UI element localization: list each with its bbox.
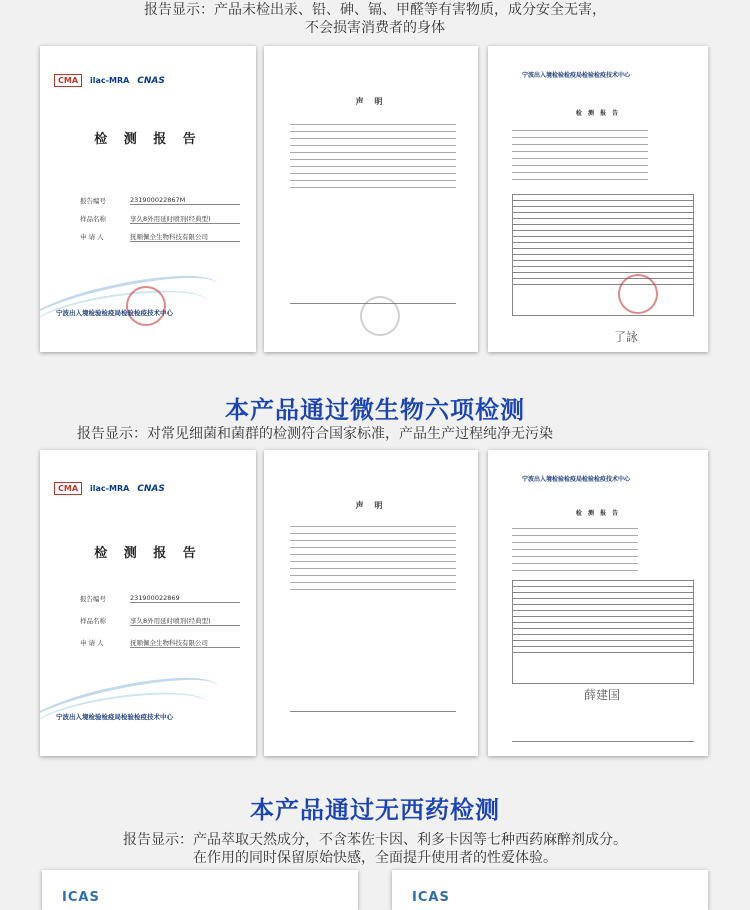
icas-logo: ICAS xyxy=(412,890,450,905)
section-note-nodrug-1: 报告显示：产品萃取天然成分，不含苯佐卡因、利多卡因等七种西药麻醉剂成分。 xyxy=(123,832,627,848)
signature: 薛建国 xyxy=(584,688,621,702)
intro-line-2: 不会损害消费者的身体 xyxy=(305,20,445,36)
red-seal xyxy=(618,274,658,314)
cma-logo: CMA xyxy=(54,482,82,495)
report-no-field: 报告编号 231900022869 xyxy=(80,594,240,603)
institute-name: 宁波出入境检验检疫局检验检疫技术中心 xyxy=(56,309,173,317)
report-cover-title: 检 测 报 告 xyxy=(94,132,202,147)
cnas-logo: CNAS xyxy=(137,75,165,86)
icas-logo: ICAS xyxy=(62,890,100,905)
report-no-field: 报告编号 231900022867M xyxy=(80,196,240,205)
statement-title: 声 明 xyxy=(355,97,387,106)
statement-title: 声 明 xyxy=(355,501,387,510)
report-cover-page-1 xyxy=(40,46,256,352)
sample-field: 样品名称 享久8外用延时喷剂(经典型) xyxy=(80,616,240,626)
footer-line xyxy=(512,736,694,747)
section-note-nodrug-2: 在作用的同时保留原始快感，全面提升使用者的性爱体验。 xyxy=(193,850,557,866)
report-cover-page-2 xyxy=(40,450,256,756)
statement-page-2 xyxy=(264,450,478,756)
institute-name: 宁波出入境检验检疫局检验检疫技术中心 xyxy=(56,713,173,721)
signature: 了詠 xyxy=(614,330,639,344)
statement-text xyxy=(290,520,456,596)
test-title: 检 测 报 告 xyxy=(575,510,621,517)
test-title: 检 测 报 告 xyxy=(575,110,621,117)
section-note-microbe: 报告显示：对常见细菌和菌群的检测符合国家标准，产品生产过程纯净无污染 xyxy=(77,426,553,442)
institute-name: 宁波出入境检验检疫局检验检疫技术中心 xyxy=(522,476,631,483)
statement-text xyxy=(290,118,456,194)
test-result-page-2 xyxy=(488,450,708,756)
report-cover-title: 检 测 报 告 xyxy=(94,546,202,561)
results-table xyxy=(512,194,694,316)
section-heading-microbe: 本产品通过微生物六项检测 xyxy=(225,396,525,424)
test-result-page-1 xyxy=(488,46,708,352)
results-table xyxy=(512,580,694,684)
cnas-logo: CNAS xyxy=(137,483,165,494)
red-seal xyxy=(126,286,166,326)
cma-logo: CMA xyxy=(54,74,82,87)
sample-field: 样品名称 享久8外用延时喷剂(经典型) xyxy=(80,214,240,224)
section-heading-nodrug: 本产品通过无西药检测 xyxy=(250,796,500,824)
test-info xyxy=(512,522,638,577)
watermark-seal xyxy=(360,296,400,336)
test-info xyxy=(512,124,648,186)
cert-logos xyxy=(54,482,165,495)
statement-page-1 xyxy=(264,46,478,352)
footer-contact xyxy=(290,706,456,717)
report-cover-page-4 xyxy=(392,870,708,910)
cert-logos xyxy=(54,74,165,87)
intro-line-1: 报告显示：产品未检出汞、铅、砷、镉、甲醛等有害物质，成分安全无害， xyxy=(144,2,606,18)
ilac-logo: ilac-MRA xyxy=(90,76,130,85)
ilac-logo: ilac-MRA xyxy=(90,484,130,493)
applicant-field: 申 请 人 抚顺佩全生物科技有限公司 xyxy=(80,638,240,648)
report-cover-page-3 xyxy=(42,870,358,910)
institute-name: 宁波出入境检验检疫局检验检疫技术中心 xyxy=(522,72,631,79)
applicant-field: 申 请 人 抚顺佩全生物科技有限公司 xyxy=(80,232,240,242)
